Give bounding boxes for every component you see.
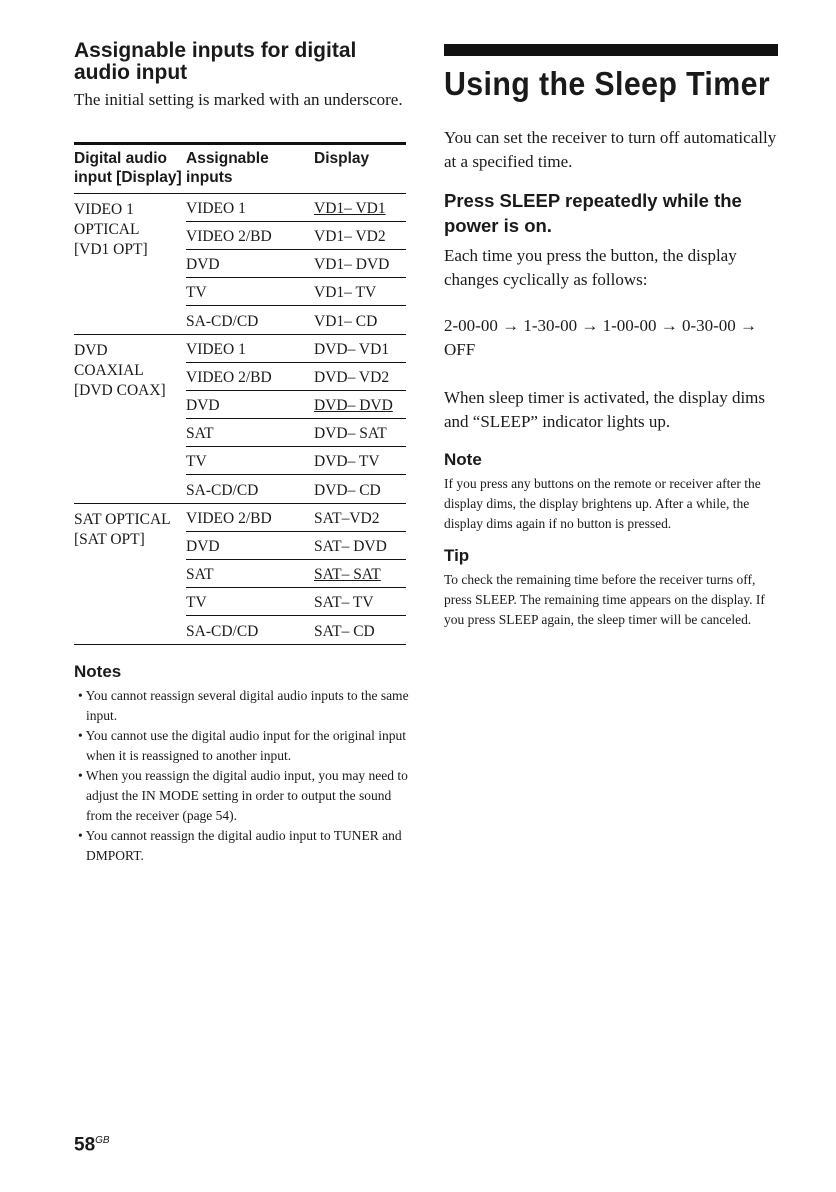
table-row bbox=[186, 363, 406, 391]
table-row bbox=[186, 250, 406, 278]
group-label bbox=[74, 504, 186, 644]
cell-display: VD1– TV bbox=[314, 284, 377, 301]
table-row bbox=[186, 391, 406, 419]
cell-input: SA-CD/CD bbox=[186, 623, 259, 640]
cell-display: SAT–VD2 bbox=[314, 510, 380, 527]
table-row bbox=[186, 532, 406, 560]
list-item: • You cannot reassign the digital audio input to TUNER and DMPORT. bbox=[74, 826, 414, 866]
group-label-line: SAT OPTICAL bbox=[74, 511, 171, 528]
step-heading: Press SLEEP repeatedly while the power is on. bbox=[444, 190, 742, 236]
list-item: • You cannot use the digital audio input for the original input when it is reassigned to another input. bbox=[74, 726, 414, 766]
cell-display: VD1– CD bbox=[314, 313, 378, 330]
sleep-sequence: 2-00-00 → 1-30-00 → 1-00-00 → 0-30-00 → OFF bbox=[444, 316, 758, 359]
group-label-line: VIDEO 1 bbox=[74, 201, 134, 218]
sleep-intro: You can set the receiver to turn off automatically at a specified time. bbox=[444, 128, 777, 171]
cell-input: SAT bbox=[186, 566, 214, 583]
cell-display: SAT– DVD bbox=[314, 538, 387, 555]
cell-display: VD1– DVD bbox=[314, 256, 390, 273]
group-label-line: OPTICAL bbox=[74, 221, 140, 238]
table-row bbox=[186, 222, 406, 250]
page-title: Using the Sleep Timer bbox=[444, 65, 771, 102]
assignable-section bbox=[74, 40, 406, 112]
cell-input: SA-CD/CD bbox=[186, 482, 259, 499]
group-label-line: DVD bbox=[74, 342, 108, 359]
cell-display: SAT– TV bbox=[314, 594, 374, 611]
header-assignable-inputs: Assignable inputs bbox=[186, 150, 269, 186]
cell-input: TV bbox=[186, 284, 207, 301]
table-row bbox=[186, 335, 406, 363]
cell-display: SAT– CD bbox=[314, 623, 375, 640]
table-group bbox=[74, 335, 406, 504]
cell-input: VIDEO 2/BD bbox=[186, 369, 272, 386]
cell-input: SAT bbox=[186, 425, 214, 442]
cell-display: DVD– VD2 bbox=[314, 369, 390, 386]
cell-input: DVD bbox=[186, 397, 220, 414]
cell-input: DVD bbox=[186, 256, 220, 273]
table-row bbox=[186, 419, 406, 447]
cell-input: TV bbox=[186, 453, 207, 470]
table-row bbox=[186, 616, 406, 644]
table-row bbox=[186, 447, 406, 475]
header-digital-audio-input: Digital audio input [Display] bbox=[74, 150, 182, 186]
table-row bbox=[186, 278, 406, 306]
page-number bbox=[74, 1130, 110, 1156]
note-text: If you press any buttons on the remote or receiver after the display dims, the display brightens up. After a while, the display dims again if no button is pressed. bbox=[444, 476, 761, 531]
cell-display: DVD– VD1 bbox=[314, 341, 390, 358]
list-item: • You cannot reassign several digital audio inputs to the same input. bbox=[74, 686, 414, 726]
table-row bbox=[186, 504, 406, 532]
page-number-suffix: GB bbox=[95, 1135, 110, 1146]
cell-input: DVD bbox=[186, 538, 220, 555]
note-heading: Note bbox=[444, 450, 482, 469]
cell-input: TV bbox=[186, 594, 207, 611]
notes-section bbox=[74, 662, 414, 866]
section-bar bbox=[444, 44, 778, 56]
group-label bbox=[74, 335, 186, 503]
cell-display: DVD– TV bbox=[314, 453, 380, 470]
page-number-value: 58 bbox=[74, 1134, 96, 1156]
table-row bbox=[186, 588, 406, 616]
group-label-line: COAXIAL bbox=[74, 362, 144, 379]
assignable-intro: The initial setting is marked with an underscore. bbox=[74, 90, 403, 109]
group-label-line: [SAT OPT] bbox=[74, 531, 145, 548]
step-text: Each time you press the button, the display changes cyclically as follows: bbox=[444, 246, 737, 289]
header-display: Display bbox=[314, 150, 370, 167]
notes-list bbox=[74, 686, 414, 866]
sleep-timer-section bbox=[444, 44, 778, 630]
list-item: • When you reassign the digital audio input, you may need to adjust the IN MODE setting in order to output the sound from the receiver (page 54). bbox=[74, 766, 414, 826]
cell-display: DVD– SAT bbox=[314, 425, 387, 442]
group-label bbox=[74, 194, 186, 334]
notes-heading: Notes bbox=[74, 662, 122, 681]
cell-display: DVD– DVD bbox=[314, 397, 393, 414]
table-row bbox=[186, 560, 406, 588]
table-row bbox=[186, 306, 406, 334]
cell-display: VD1– VD2 bbox=[314, 228, 386, 245]
cell-input: SA-CD/CD bbox=[186, 313, 259, 330]
tip-text: To check the remaining time before the receiver turns off, press SLEEP. The remaining time appears on the display. If you press SLEEP again, the sleep timer will be canceled. bbox=[444, 572, 765, 627]
cell-display: SAT– SAT bbox=[314, 566, 381, 583]
tip-heading: Tip bbox=[444, 546, 470, 565]
cell-input: VIDEO 2/BD bbox=[186, 510, 272, 527]
cell-input: VIDEO 2/BD bbox=[186, 228, 272, 245]
assignable-heading: Assignable inputs for digital audio input bbox=[74, 39, 357, 84]
cell-input: VIDEO 1 bbox=[186, 341, 246, 358]
table-header bbox=[74, 145, 406, 194]
table-group bbox=[74, 194, 406, 335]
cell-display: DVD– CD bbox=[314, 482, 381, 499]
assignable-table bbox=[74, 142, 406, 645]
table-row bbox=[186, 194, 406, 222]
table-group bbox=[74, 504, 406, 645]
cell-display: VD1– VD1 bbox=[314, 200, 386, 217]
group-label-line: [DVD COAX] bbox=[74, 382, 166, 399]
after-text: When sleep timer is activated, the display dims and “SLEEP” indicator lights up. bbox=[444, 388, 766, 431]
cell-input: VIDEO 1 bbox=[186, 200, 246, 217]
table-row bbox=[186, 475, 406, 503]
group-label-line: [VD1 OPT] bbox=[74, 241, 148, 258]
